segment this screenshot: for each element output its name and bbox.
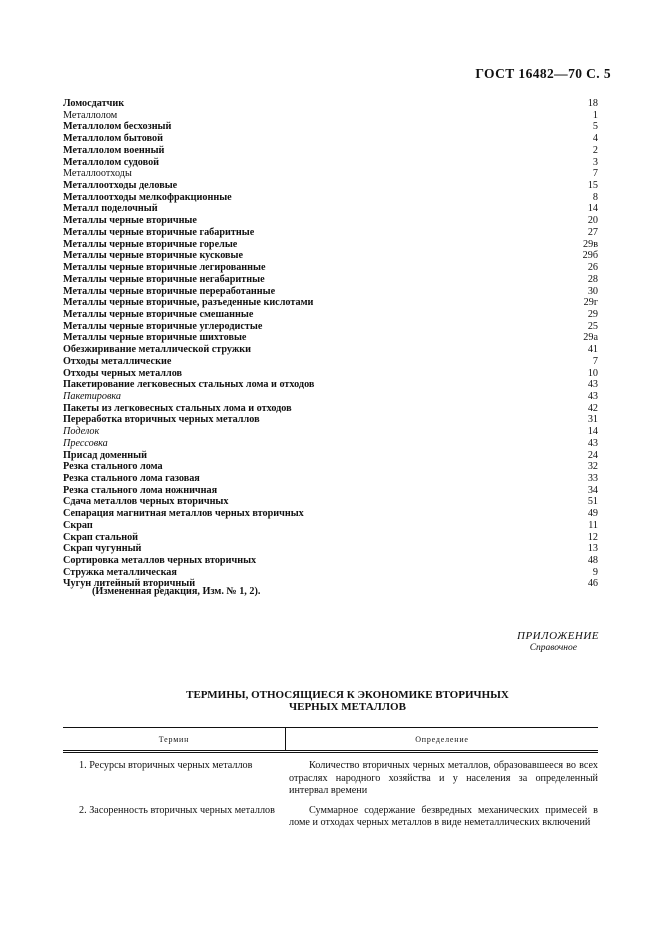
index-entry xyxy=(63,450,598,462)
index-page-number: 29в xyxy=(583,238,598,250)
index-term: Металлолом военный xyxy=(63,144,165,156)
index-term: Переработка вторичных черных металлов xyxy=(63,414,260,426)
index-entry xyxy=(63,180,598,192)
page-header: ГОСТ 16482—70 С. 5 xyxy=(475,66,611,81)
index-term: Металлолом бытовой xyxy=(63,133,163,145)
index-entry xyxy=(63,110,598,122)
index-term: Резка стального лома газовая xyxy=(63,473,200,484)
index-term: Металлы черные вторичные легированные xyxy=(63,262,266,274)
index-entry xyxy=(63,98,598,110)
header-definition: Определение xyxy=(415,734,469,744)
index-page-number: 32 xyxy=(587,461,598,473)
index-term: Резка стального лома ножничная xyxy=(63,484,218,496)
index-term: Металлоотходы xyxy=(63,168,132,180)
index-term: Металл поделочный xyxy=(63,203,158,215)
index-entry xyxy=(63,508,598,520)
index-page-number: 26 xyxy=(587,262,598,274)
index-term: Металлы черные вторичные шихтовые xyxy=(63,332,247,344)
index-entry xyxy=(63,403,598,415)
index-term: Скрап xyxy=(63,519,93,531)
index-page-number: 4 xyxy=(592,133,598,145)
index-term: Металлолом бесхозный xyxy=(63,121,172,133)
index-entry xyxy=(63,297,598,309)
index-page-number: 12 xyxy=(587,531,598,543)
index-term: Металлы черные вторичные xyxy=(63,215,197,227)
table-term-cell xyxy=(63,760,285,798)
index-entry xyxy=(63,344,598,356)
index-page-number: 7 xyxy=(592,355,598,367)
index-term: Пакетировка xyxy=(63,390,122,402)
table-term-cell xyxy=(63,805,285,830)
table-definition-cell xyxy=(285,805,598,830)
index-term: Сепарация магнитная металлов черных вторичных xyxy=(63,508,304,520)
section-title xyxy=(0,689,661,713)
index-entry xyxy=(63,215,598,227)
index-entry xyxy=(63,473,598,485)
appendix-label xyxy=(517,630,599,653)
index-term: Металлы черные вторичные негабаритные xyxy=(63,273,265,285)
index-page-number: 31 xyxy=(587,414,598,426)
index-term: Скрап чугунный xyxy=(63,543,142,555)
index-page-number: 14 xyxy=(587,426,598,438)
index-term: Прессовка xyxy=(63,437,108,449)
index-term: Скрап стальной xyxy=(63,531,139,543)
index-entry xyxy=(63,379,598,391)
index-page-number: 3 xyxy=(592,156,598,168)
index-entry xyxy=(63,192,598,204)
index-page-number: 14 xyxy=(587,203,598,215)
index-page-number: 29б xyxy=(582,250,598,262)
index-term: Чугун литейный вторичный xyxy=(63,578,196,590)
index-entry xyxy=(63,356,598,368)
index-entry xyxy=(63,133,598,145)
terms-table xyxy=(63,727,598,830)
index-page-number: 7 xyxy=(592,168,598,180)
index-page-number: 43 xyxy=(587,390,598,402)
index-page-number: 43 xyxy=(587,379,598,391)
header-terms: Термин xyxy=(63,728,286,750)
index-entry xyxy=(63,250,598,262)
index-term: Металлы черные вторичные горелые xyxy=(63,238,238,250)
index-entry xyxy=(63,391,598,403)
index-page-number: 41 xyxy=(587,344,598,356)
index-entry xyxy=(63,332,598,344)
section-title-line-1: ТЕРМИНЫ, ОТНОСЯЩИЕСЯ К ЭКОНОМИКЕ ВТОРИЧНЫХ xyxy=(186,689,509,701)
index-page-number: 13 xyxy=(587,543,598,555)
index-entry xyxy=(63,274,598,286)
index-page-number: 24 xyxy=(587,449,598,461)
index-page-number: 43 xyxy=(587,437,598,449)
table-header-rule xyxy=(63,750,598,753)
index-term: Металлы черные вторичные кусковые xyxy=(63,250,244,262)
table-header xyxy=(63,728,598,750)
index-term: Поделок xyxy=(63,426,100,438)
index-term: Металлы черные вторичные, разъеденные кислотами xyxy=(63,297,314,309)
index-page-number: 49 xyxy=(587,508,598,520)
index-term: Пакеты из легковесных стальных лома и отходов xyxy=(63,402,292,414)
index-term: Металлы черные вторичные габаритные xyxy=(63,226,255,238)
index-page-number: 18 xyxy=(587,98,598,109)
index-page-number: 25 xyxy=(587,320,598,332)
index-term: Резка стального лома xyxy=(63,461,163,473)
section-title-line-2: ЧЕРНЫХ МЕТАЛЛОВ xyxy=(289,701,406,713)
index-term: Сортировка металлов черных вторичных xyxy=(63,555,257,567)
index-page-number: 29г xyxy=(583,297,598,309)
index-term: Металлоотходы деловые xyxy=(63,180,178,192)
index-entry xyxy=(63,239,598,251)
table-row xyxy=(63,805,598,830)
index-entry xyxy=(63,157,598,169)
index-entry xyxy=(63,286,598,298)
index-page-number: 15 xyxy=(587,180,598,192)
definition-text: Суммарное содержание безвредных механических примесей в ломе и отходах черных металлов в виде неметаллических включений xyxy=(289,804,598,829)
table-row xyxy=(63,760,598,798)
index-page-number: 11 xyxy=(588,519,598,531)
index-entry xyxy=(63,520,598,532)
amendment-note: (Измененная редакция, Изм. № 1, 2). xyxy=(92,586,261,597)
index-entry xyxy=(63,145,598,157)
index-entry xyxy=(63,121,598,133)
index-entry xyxy=(63,321,598,333)
index-term: Обезжиривание металлической стружки xyxy=(63,344,252,356)
index-term: Присад доменный xyxy=(63,449,147,461)
index-page-number: 29а xyxy=(583,332,598,344)
index-entry xyxy=(63,168,598,180)
alphabetical-index xyxy=(63,98,598,590)
index-term: Стружка металлическая xyxy=(63,566,177,578)
index-page-number: 28 xyxy=(587,273,598,285)
index-entry xyxy=(63,496,598,508)
index-term: Пакетирование легковесных стальных лома и отходов xyxy=(63,379,315,391)
index-entry xyxy=(63,414,598,426)
index-page-number: 33 xyxy=(587,473,598,484)
index-term: Отходы черных металлов xyxy=(63,367,183,379)
index-page-number: 30 xyxy=(587,285,598,297)
index-term: Ломосдатчик xyxy=(63,98,125,109)
index-entry xyxy=(63,438,598,450)
term-text: 2. Засоренность вторичных черных металлов xyxy=(79,804,275,816)
definition-text: Количество вторичных черных металлов, образовавшееся во всех отраслях народного хозяйства и у населения за определенный интервал времени xyxy=(289,760,598,797)
appendix-title: ПРИЛОЖЕНИЕ xyxy=(517,630,599,642)
index-page-number: 5 xyxy=(592,121,598,133)
index-entry xyxy=(63,309,598,321)
index-term: Отходы металлические xyxy=(63,355,172,367)
index-term: Металлолом xyxy=(63,109,118,121)
index-page-number: 51 xyxy=(587,496,598,508)
index-entry xyxy=(63,368,598,380)
index-term: Металлы черные вторичные смешанные xyxy=(63,308,254,320)
index-entry xyxy=(63,555,598,567)
index-page-number: 10 xyxy=(587,367,598,379)
index-page-number: 9 xyxy=(592,566,598,578)
index-page-number: 48 xyxy=(587,555,598,567)
index-page-number: 46 xyxy=(587,578,598,590)
index-page-number: 2 xyxy=(592,144,598,156)
index-page-number: 8 xyxy=(592,191,598,203)
index-entry xyxy=(63,485,598,497)
index-term: Металлолом судовой xyxy=(63,156,160,168)
index-term: Металлы черные вторичные углеродистые xyxy=(63,320,263,332)
index-entry xyxy=(63,567,598,579)
index-page-number: 29 xyxy=(587,308,598,320)
index-term: Металлоотходы мелкофракционные xyxy=(63,191,232,203)
index-entry xyxy=(63,543,598,555)
table-definition-cell xyxy=(285,760,598,798)
index-term: Сдача металлов черных вторичных xyxy=(63,496,229,508)
index-term: Металлы черные вторичные переработанные xyxy=(63,285,276,297)
index-entry xyxy=(63,203,598,215)
appendix-subtitle: Справочное xyxy=(529,643,577,653)
index-entry xyxy=(63,461,598,473)
term-text: 1. Ресурсы вторичных черных металлов xyxy=(79,760,253,771)
index-page-number: 42 xyxy=(587,402,598,414)
index-page-number: 1 xyxy=(592,109,598,121)
index-entry xyxy=(63,426,598,438)
index-entry xyxy=(63,262,598,274)
index-entry xyxy=(63,227,598,239)
index-page-number: 34 xyxy=(587,484,598,496)
index-entry xyxy=(63,532,598,544)
index-page-number: 20 xyxy=(587,215,598,227)
index-page-number: 27 xyxy=(587,226,598,238)
